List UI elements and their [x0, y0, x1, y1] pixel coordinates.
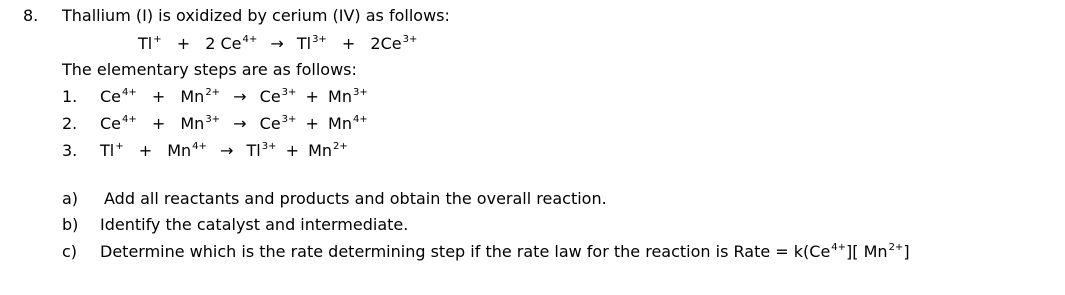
part-text: Identify the catalyst and intermediate.: [100, 215, 409, 234]
reactant-thallium: Tl: [138, 34, 153, 53]
step-reactant-1: Ce: [100, 87, 122, 106]
elementary-steps-heading: The elementary steps are as follows:: [62, 60, 357, 79]
step-equation: [100, 116, 368, 132]
step-reactant-1: Tl: [100, 141, 115, 160]
rate-law-end: ]: [903, 242, 910, 261]
plus-sign: +: [341, 34, 356, 53]
question-title: Thallium (I) is oxidized by cerium (IV) as follows:: [62, 6, 450, 25]
question-number: 8.: [23, 6, 39, 25]
plus-sign: +: [285, 141, 299, 160]
step-product-1: Tl: [246, 141, 261, 160]
plus-sign: +: [151, 87, 166, 106]
step-product-1: Ce: [259, 114, 281, 133]
rate-law-charge-1: 4+: [831, 242, 847, 253]
part-text: [100, 244, 910, 260]
step-number: 3.: [62, 141, 78, 160]
step-product-1-charge: 3+: [281, 114, 297, 125]
step-product-1: Ce: [259, 87, 281, 106]
step-reactant-1-charge: 4+: [122, 87, 137, 98]
reaction-arrow-icon: →: [270, 34, 284, 53]
step-reactant-1: Ce: [100, 114, 122, 133]
rate-law-charge-2: 2+: [888, 242, 904, 253]
reactant-cerium: Ce: [220, 34, 242, 53]
part-label: c): [62, 242, 78, 261]
step-reactant-2: Mn: [180, 87, 205, 106]
plus-sign: +: [138, 141, 153, 160]
reaction-arrow-icon: →: [233, 114, 247, 133]
step-equation: [100, 143, 348, 159]
overall-reaction: [138, 36, 417, 52]
step-product-2-charge: 4+: [352, 114, 368, 125]
step-product-2-charge: 2+: [333, 141, 348, 152]
step-product-1-charge: 3+: [281, 87, 297, 98]
coefficient: 2: [205, 34, 216, 53]
step-reactant-2-charge: 4+: [192, 141, 207, 152]
step-number: 2.: [62, 114, 78, 133]
step-reactant-2-charge: 3+: [205, 114, 221, 125]
reaction-arrow-icon: →: [233, 87, 247, 106]
step-number: 1.: [62, 87, 78, 106]
step-reactant-2: Mn: [167, 141, 192, 160]
part-label: b): [62, 215, 79, 234]
part-label: a): [62, 189, 79, 208]
rate-law-text: Determine which is the rate determining step if the rate law for the reaction is Rate = k(Ce: [100, 242, 831, 261]
plus-sign: +: [176, 34, 191, 53]
step-reactant-2: Mn: [180, 114, 205, 133]
reactant-cerium-charge: 4+: [242, 34, 258, 45]
step-reactant-2-charge: 2+: [205, 87, 221, 98]
plus-sign: +: [305, 114, 319, 133]
step-reactant-1-charge: +: [115, 141, 124, 152]
product-cerium-charge: 3+: [402, 34, 418, 45]
reactant-thallium-charge: +: [153, 34, 162, 45]
step-reactant-1-charge: 4+: [122, 114, 137, 125]
step-equation: [100, 89, 368, 105]
plus-sign: +: [151, 114, 166, 133]
part-text: Add all reactants and products and obtain the overall reaction.: [104, 189, 607, 208]
product-cerium: 2Ce: [370, 34, 402, 53]
reaction-arrow-icon: →: [220, 141, 234, 160]
step-product-2: Mn: [328, 87, 352, 106]
step-product-1-charge: 3+: [261, 141, 277, 152]
step-product-2: Mn: [328, 114, 352, 133]
product-thallium: Tl: [296, 34, 312, 53]
step-product-2: Mn: [308, 141, 333, 160]
plus-sign: +: [305, 87, 319, 106]
rate-law-mid: ][ Mn: [846, 242, 888, 261]
step-product-2-charge: 3+: [352, 87, 368, 98]
product-thallium-charge: 3+: [312, 34, 327, 45]
